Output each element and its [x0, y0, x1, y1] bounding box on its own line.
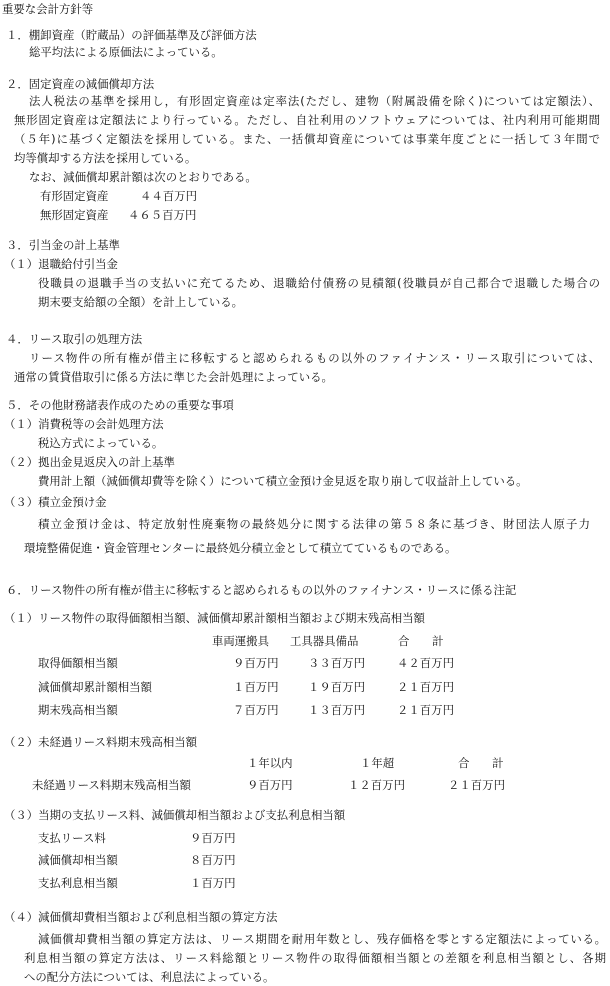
section-4-heading: ４．リース取引の処理方法: [6, 332, 143, 346]
section-1-heading: １．棚卸資産（貯蔵品）の評価基準及び評価方法: [6, 28, 257, 42]
section-5-subheading-3: （３）積立金預け金: [4, 495, 107, 509]
section-6-subheading-1: （１）リース物件の取得価額相当額、減価償却累計額相当額および期末残高相当額: [4, 611, 425, 625]
table3-label: 支払リース料: [38, 831, 106, 845]
section-4-body-line: 通常の賃貸借取引に係る方法に準じた会計処理によっている。: [14, 370, 333, 384]
table3-value: ９百万円: [190, 831, 236, 845]
section-2-note: なお、減価償却累計額は次のとおりである。: [29, 170, 257, 184]
depreciation-label-intangible: 無形固定資産: [40, 208, 109, 222]
table3-value: １百万円: [190, 876, 236, 890]
section-4-body-line: リース物件の所有権が借主に移転すると認められるもの以外のファイナンス・リース取引については、: [29, 351, 600, 365]
section-6-body-4-line: 利息相当額の算定方法は、リース料総額とリース物件の取得価額相当額との差額を利息相当額とし、各期: [24, 951, 606, 965]
table1-cell: ３３百万円: [308, 656, 365, 670]
section-6-body-4-line: 減価償却費相当額の算定方法は、リース期間を耐用年数とし、残存価格を零とする定額法によっている。: [38, 932, 606, 946]
table2-header-total: 合 計: [458, 756, 504, 770]
depreciation-value-tangible: ４４百万円: [140, 189, 197, 203]
section-2-paragraph-line: （５年)に基づく定額法を採用している。また、一括償却資産については事業年度ごとに一括して３年間で: [14, 132, 600, 146]
section-2-heading: ２．固定資産の減価償却方法: [6, 77, 155, 91]
section-3-heading: ３．引当金の計上基準: [6, 238, 120, 252]
section-3-subheading: （１）退職給付引当金: [4, 257, 118, 271]
depreciation-value-intangible: ４６５百万円: [128, 208, 197, 222]
section-6-subheading-3: （３）当期の支払リース料、減価償却相当額および支払利息相当額: [4, 808, 346, 822]
section-6-heading: ６．リース物件の所有権が借主に移転すると認められるもの以外のファイナンス・リースに係る注記: [6, 583, 517, 597]
section-2-paragraph-line: 無形固定資産は定額法により行っている。ただし、自社利用のソフトウェアについては、社内利用可能期間: [14, 113, 600, 127]
table2-header-within-year: １年以内: [247, 756, 293, 770]
table1-cell: ９百万円: [233, 656, 279, 670]
section-2-paragraph-line: 均等償却する方法を採用している。: [14, 151, 197, 165]
table1-cell: ４２百万円: [397, 656, 454, 670]
section-5-body-3-line: 環境整備促進・資金管理センターに最終処分積立金として積立てているものである。: [24, 541, 457, 555]
section-5-heading: ５．その他財務諸表作成のための重要な事項: [6, 398, 234, 412]
table1-row-label: 取得価額相当額: [38, 656, 118, 670]
section-5-body-3-line: 積立金預け金は、特定放射性廃棄物の最終処分に関する法律の第５８条に基づき、財団法人原子力: [38, 517, 590, 531]
section-3-body-line: 期末要支給額の全額）を計上している。: [38, 295, 244, 309]
table2-cell: ９百万円: [247, 778, 293, 792]
table3-value: ８百万円: [190, 853, 236, 867]
section-6-body-4-line: への配分方法については、利息法によっている。: [24, 970, 275, 984]
table1-cell: ７百万円: [233, 703, 279, 717]
depreciation-label-tangible: 有形固定資産: [40, 189, 109, 203]
table1-header-vehicles: 車両運搬具: [212, 634, 269, 648]
table1-header-total: 合 計: [398, 634, 444, 648]
table1-cell: １３百万円: [308, 703, 365, 717]
table1-row-label: 減価償却累計額相当額: [38, 680, 152, 694]
section-6-subheading-2: （２）未経過リース料期末残高相当額: [4, 735, 198, 749]
table1-header-tools: 工具器具備品: [290, 634, 359, 648]
section-5-body-1: 税込方式によっている。: [38, 436, 164, 450]
section-5-subheading-1: （１）消費税等の会計処理方法: [4, 417, 164, 431]
table1-cell: ２１百万円: [397, 703, 454, 717]
table2-cell: ２１百万円: [448, 778, 505, 792]
table3-label: 減価償却相当額: [38, 853, 118, 867]
table2-cell: １２百万円: [348, 778, 405, 792]
section-3-body-line: 役職員の退職手当の支払いに充てるため、退職給付債務の見積額(役職員が自己都合で退職した場合の: [38, 276, 600, 290]
document-title: 重要な会計方針等: [2, 2, 94, 16]
section-5-body-2: 費用計上額（減価償却費等を除く）について積立金預け金見返を取り崩して収益計上している。: [38, 474, 528, 488]
table1-cell: １９百万円: [308, 680, 365, 694]
section-5-subheading-2: （２）拠出金見返戻入の計上基準: [4, 455, 175, 469]
table2-header-over-year: １年超: [360, 756, 395, 770]
section-1-body: 総平均法による原価法によっている。: [29, 45, 223, 59]
table1-cell: １百万円: [233, 680, 279, 694]
table1-cell: ２１百万円: [397, 680, 454, 694]
table2-row-label: 未経過リース料期末残高相当額: [32, 778, 191, 792]
table3-label: 支払利息相当額: [38, 876, 118, 890]
section-2-paragraph-line: 法人税法の基準を採用し，有形固定資産は定率法(ただし、建物（附属設備を除く)については定額法）、: [29, 94, 600, 108]
section-6-subheading-4: （４）減価償却費相当額および利息相当額の算定方法: [4, 910, 278, 924]
table1-row-label: 期末残高相当額: [38, 703, 118, 717]
